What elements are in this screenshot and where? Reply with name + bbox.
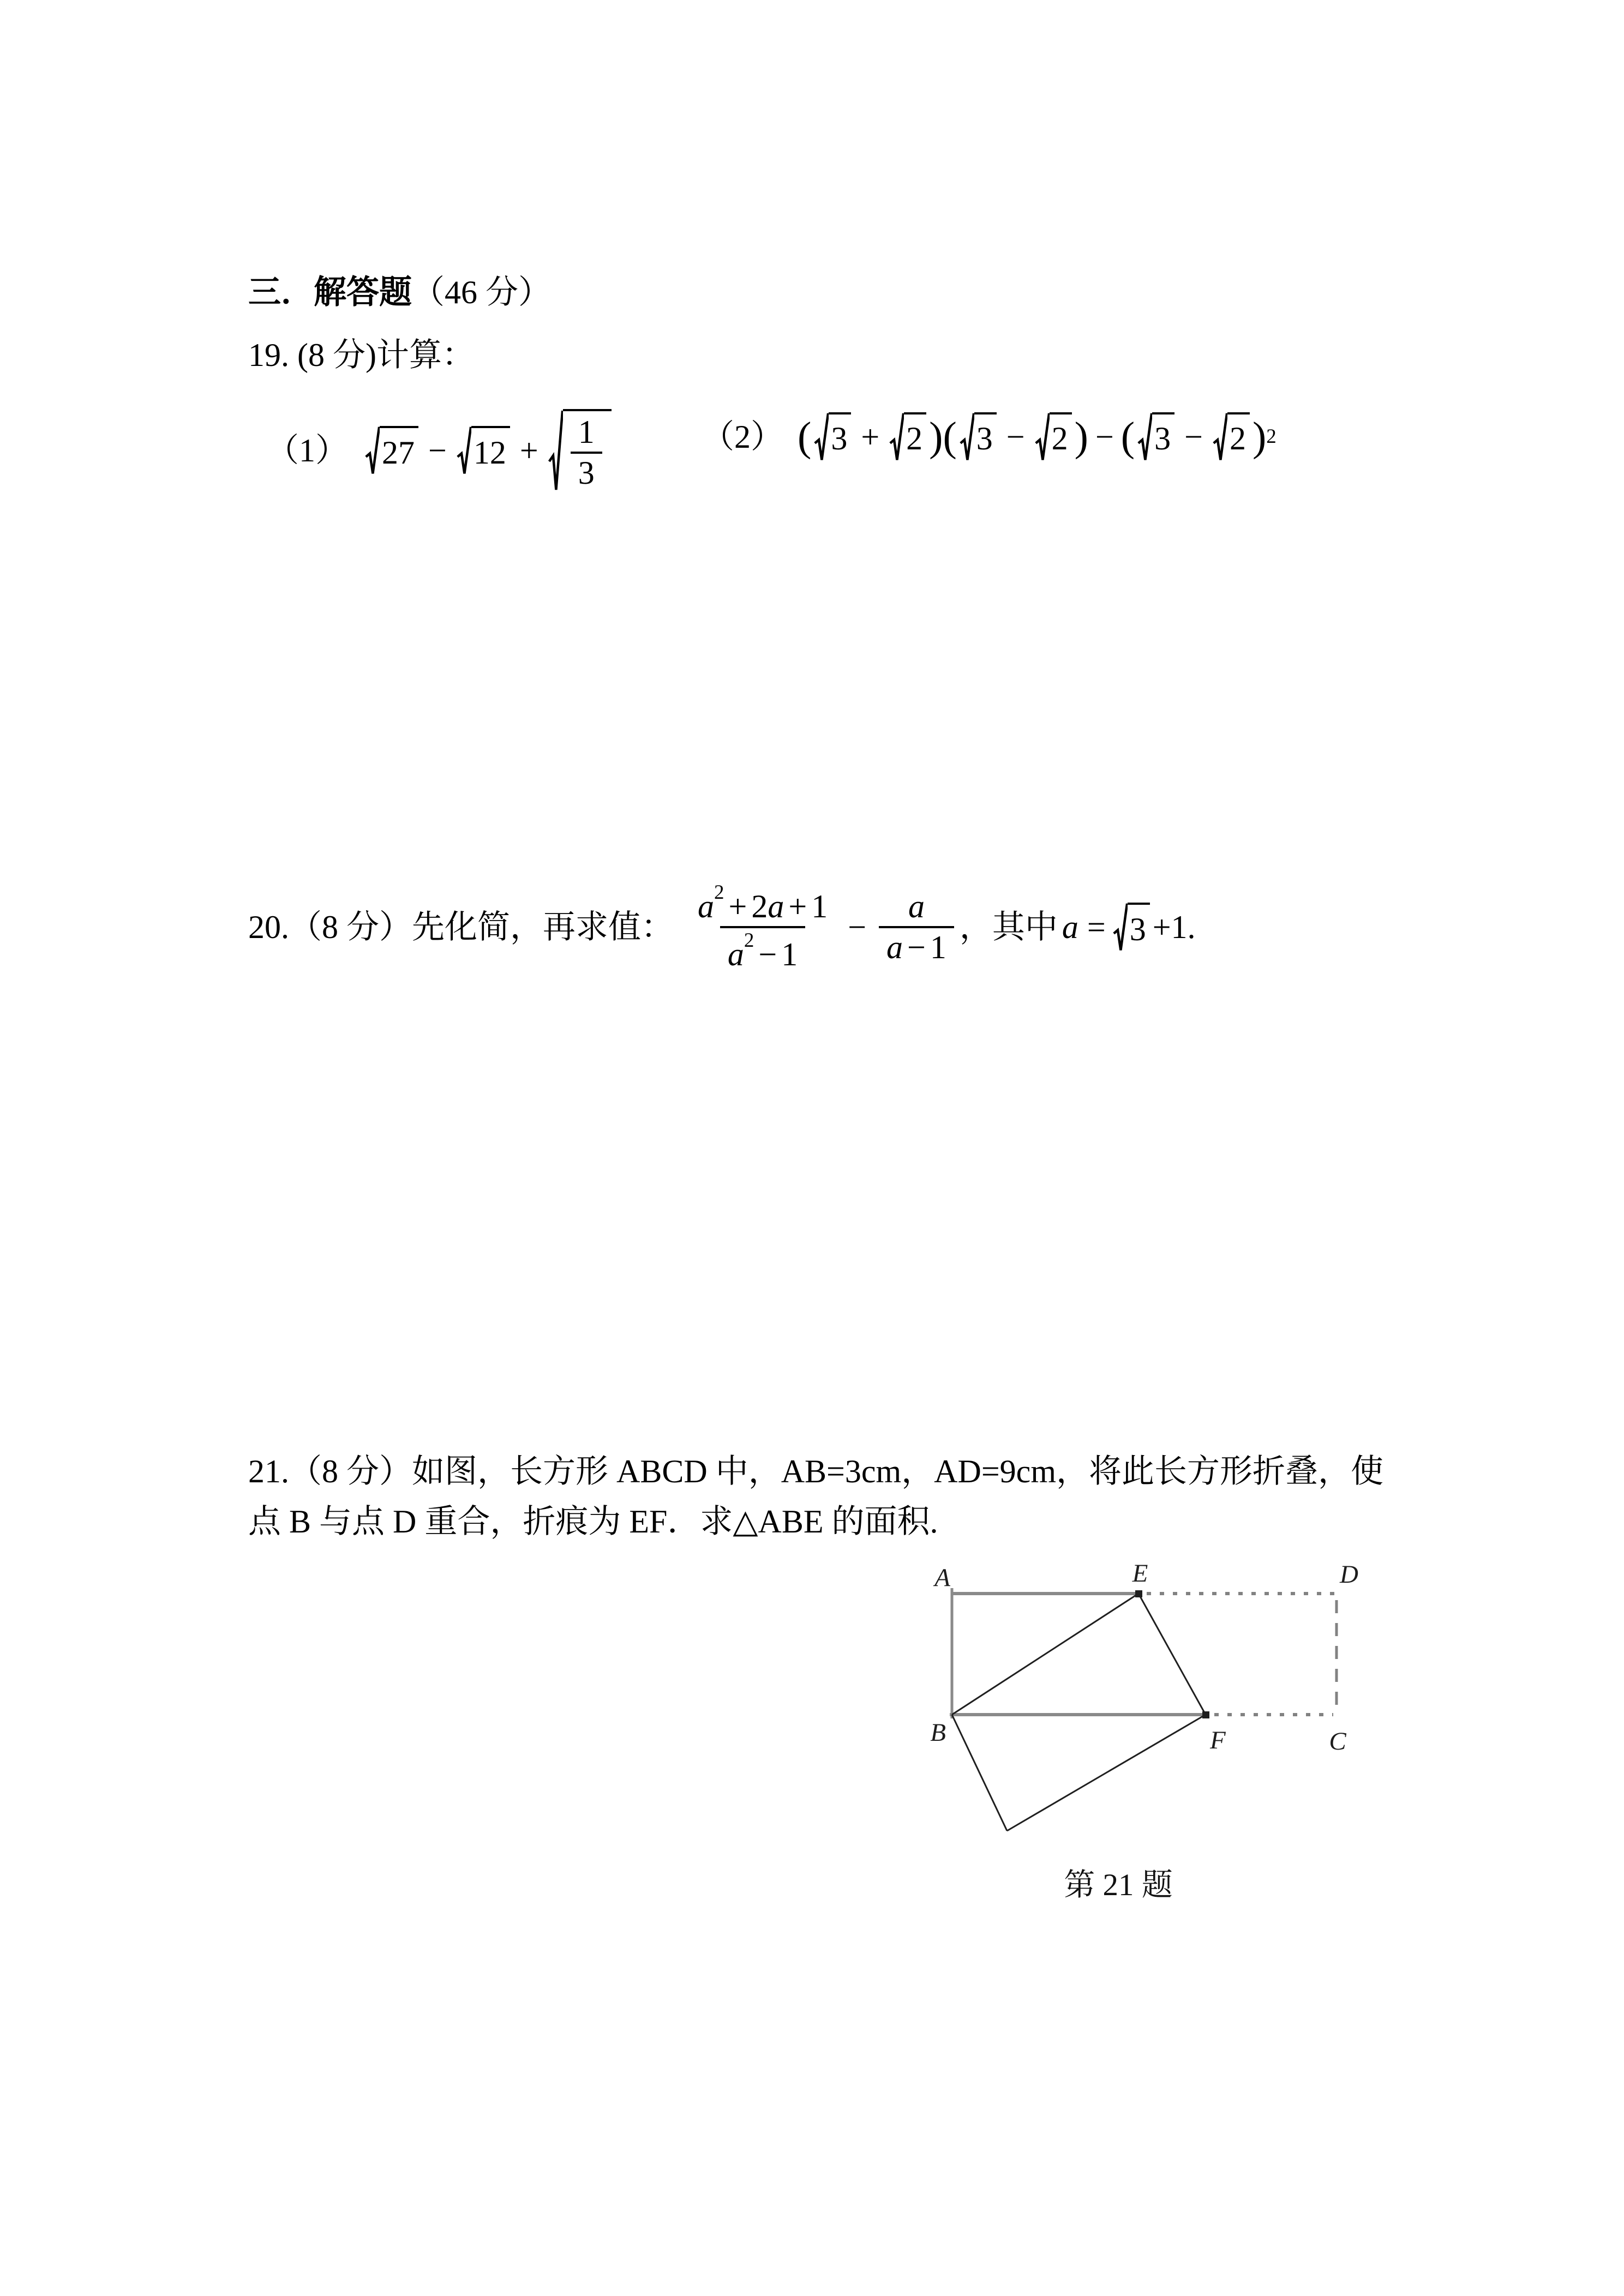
label-F: F (1210, 1726, 1226, 1754)
radical-sqrt27 (365, 426, 418, 475)
point-marker-F (1202, 1711, 1209, 1718)
fraction-denominator (720, 926, 805, 974)
radicand: 2 (1227, 412, 1250, 461)
q20-row (248, 870, 1196, 984)
var-a: a (698, 888, 714, 925)
operator-minus: − (907, 929, 926, 965)
exponent-2: 2 (744, 929, 754, 952)
var-a: a (1062, 909, 1078, 945)
q19-part2-formula (702, 402, 1277, 471)
q20-title: 20.（8 分）先化简，再求值： (248, 909, 674, 945)
radicand: 2 (904, 412, 926, 461)
radical-sqrt3 (814, 412, 851, 461)
fraction-numerator: a (908, 888, 925, 925)
q19-part1-tag: （1） (266, 432, 348, 468)
fraction-denominator: 3 (571, 452, 602, 492)
var-a: a (727, 936, 744, 972)
radicand: 3 (974, 412, 997, 461)
radicand: 2 (1050, 412, 1072, 461)
radicand-fraction (563, 409, 612, 492)
operator-plus: + (788, 888, 807, 925)
paren-open: ( (1120, 413, 1135, 460)
var-a: a (886, 929, 903, 965)
label-E: E (1132, 1559, 1148, 1588)
radicand: 3 (1152, 412, 1174, 461)
label-D: D (1340, 1560, 1358, 1589)
operator-plus: + (519, 432, 538, 468)
operator-minus: − (1095, 418, 1114, 455)
section-heading (248, 274, 551, 310)
equals-sign: = (1087, 909, 1106, 945)
radical-sqrt2 (889, 412, 926, 461)
constant-1: 1 (781, 936, 798, 972)
radicand: 3 (1128, 903, 1150, 952)
exponent-2: 2 (1266, 425, 1277, 448)
radicand: 12 (471, 426, 510, 475)
q21-text (248, 1446, 1383, 1547)
paren-close: ) (1252, 413, 1267, 460)
label-A: A (934, 1564, 950, 1592)
constant-1: 1 (811, 888, 828, 925)
var-a: a (768, 888, 784, 925)
radical-sqrt3 (1137, 412, 1174, 461)
label-B: B (930, 1718, 946, 1747)
operator-plus: + (861, 418, 880, 455)
operator-minus: − (428, 432, 447, 468)
q20-tail: +1. (1152, 909, 1196, 945)
q20-where-text: ，其中 (959, 909, 1058, 945)
operator-plus: + (728, 888, 747, 925)
section-heading-score: （46 分） (412, 274, 551, 310)
radical-sign-icon (1113, 903, 1128, 952)
fraction-numerator: 1 (578, 413, 595, 450)
q19-part2-tag: （2） (702, 418, 783, 455)
fold-BE (952, 1594, 1138, 1715)
exponent-2: 2 (714, 881, 724, 904)
radical-sqrt2 (1035, 412, 1072, 461)
paren-open: ( (943, 413, 957, 460)
crease-EF (1138, 1594, 1206, 1715)
radical-sqrt-one-third (548, 409, 612, 492)
label-C: C (1329, 1727, 1346, 1756)
fraction-numerator (690, 880, 835, 926)
radical-sign-icon (814, 412, 829, 461)
radicand: 27 (380, 426, 418, 475)
figure-caption: 第 21 题 (1064, 1868, 1173, 1902)
fold-C2F (1007, 1715, 1206, 1831)
paren-open: ( (798, 413, 812, 460)
coefficient-2: 2 (751, 888, 768, 925)
section-heading-title: 三．解答题 (248, 274, 412, 310)
figure-q21-svg (884, 1559, 1429, 1864)
radical-sign-icon (365, 426, 380, 475)
operator-minus: − (848, 909, 867, 945)
q20-fraction-2 (879, 887, 954, 967)
radical-sqrt3 (1113, 903, 1150, 952)
radical-sign-icon (889, 412, 904, 461)
operator-minus: − (758, 936, 777, 972)
q20-fraction-1 (690, 880, 835, 974)
q21-figure (884, 1559, 1429, 1913)
q21-line2: 点 B 与点 D 重合，折痕为 EF．求△ABE 的面积. (248, 1504, 938, 1540)
q19-title: 19. (8 分)计算： (248, 337, 475, 373)
radical-sign-icon (960, 412, 974, 461)
point-marker-E (1135, 1590, 1142, 1597)
operator-minus: − (1184, 418, 1203, 455)
radical-sign-icon (1137, 412, 1152, 461)
constant-1: 1 (930, 929, 946, 965)
fraction-denominator (879, 926, 954, 967)
radical-sqrt3 (960, 412, 997, 461)
radical-sqrt2 (1213, 412, 1250, 461)
paren-close: ) (929, 413, 943, 460)
q19-part1-formula (266, 405, 614, 496)
fraction-one-third (571, 413, 602, 492)
q21-line1: 21.（8 分）如图，长方形 ABCD 中，AB=3cm，AD=9cm，将此长方形折叠，使 (248, 1453, 1383, 1489)
radical-sqrt12 (457, 426, 510, 475)
radical-sign-icon (1213, 412, 1227, 461)
radical-sign-icon (457, 426, 471, 475)
paren-close: ) (1074, 413, 1088, 460)
fold-BC2 (952, 1715, 1007, 1831)
radical-sign-icon (1035, 412, 1050, 461)
radical-sign-icon (548, 409, 563, 492)
operator-minus: − (1006, 418, 1025, 455)
radicand: 3 (829, 412, 851, 461)
